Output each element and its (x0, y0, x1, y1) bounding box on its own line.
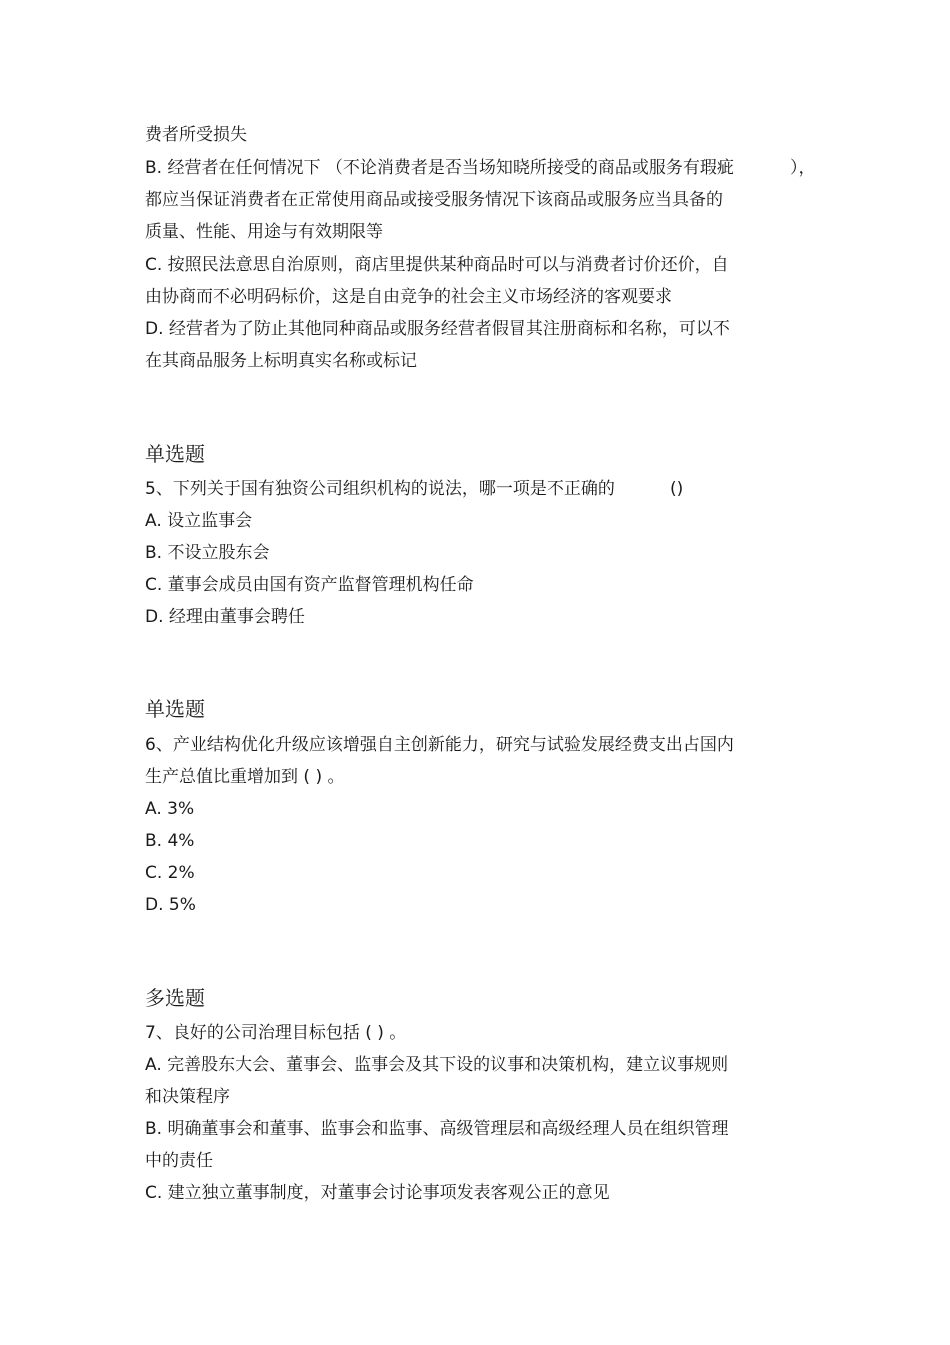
q5-type-heading: 单选题 (145, 442, 205, 466)
q7-type-heading: 多选题 (145, 986, 205, 1010)
q6-option-c: C. 2% (145, 863, 195, 883)
q5-option-c: C. 董事会成员由国有资产监督管理机构任命 (145, 575, 474, 595)
q5-option-a: A. 设立监事会 (145, 511, 253, 531)
q6-stem-line1: 6、产业结构优化升级应该增强自主创新能力，研究与试验发展经费支出占国内 (145, 735, 734, 755)
q5-stem-paren: () (670, 479, 684, 499)
q7-option-c: C. 建立独立董事制度，对董事会讨论事项发表客观公正的意见 (145, 1183, 610, 1203)
q6-stem-line2: 生产总值比重增加到 ( ) 。 (145, 767, 345, 787)
q4-option-c-line2: 由协商而不必明码标价，这是自由竞争的社会主义市场经济的客观要求 (145, 287, 672, 307)
q4-option-b-line1: B. 经营者在任何情况下 （不论消费者是否当场知晓所接受的商品或服务有瑕疵 (145, 158, 734, 178)
q6-option-a: A. 3% (145, 799, 195, 819)
q4-option-b-paren: ）， (790, 158, 816, 178)
q4-option-d-line2: 在其商品服务上标明真实名称或标记 (145, 351, 417, 371)
q6-type-heading: 单选题 (145, 697, 205, 721)
q4-option-d-line1: D. 经营者为了防止其他同种商品或服务经营者假冒其注册商标和名称，可以不 (145, 319, 730, 339)
q5-option-b: B. 不设立股东会 (145, 543, 270, 563)
q4-option-c-line1: C. 按照民法意思自治原则，商店里提供某种商品时可以与消费者讨价还价，自 (145, 255, 729, 275)
q7-stem: 7、良好的公司治理目标包括 ( ) 。 (145, 1023, 407, 1043)
q4-option-b-line3: 质量、性能、用途与有效期限等 (145, 222, 383, 242)
q6-option-b: B. 4% (145, 831, 195, 851)
q7-option-a-line1: A. 完善股东大会、董事会、监事会及其下设的议事和决策机构，建立议事规则 (145, 1055, 729, 1075)
q7-option-b-line2: 中的责任 (145, 1151, 213, 1171)
q4-option-b-line2: 都应当保证消费者在正常使用商品或接受服务情况下该商品或服务应当具备的 (145, 190, 723, 210)
q6-option-d: D. 5% (145, 895, 196, 915)
q7-option-a-line2: 和决策程序 (145, 1087, 230, 1107)
q7-option-b-line1: B. 明确董事会和董事、监事会和监事、高级管理层和高级经理人员在组织管理 (145, 1119, 729, 1139)
q5-stem: 5、下列关于国有独资公司组织机构的说法，哪一项是不正确的 (145, 479, 615, 499)
q5-option-d: D. 经理由董事会聘任 (145, 607, 305, 627)
q4-stem-tail: 费者所受损失 (145, 125, 247, 145)
